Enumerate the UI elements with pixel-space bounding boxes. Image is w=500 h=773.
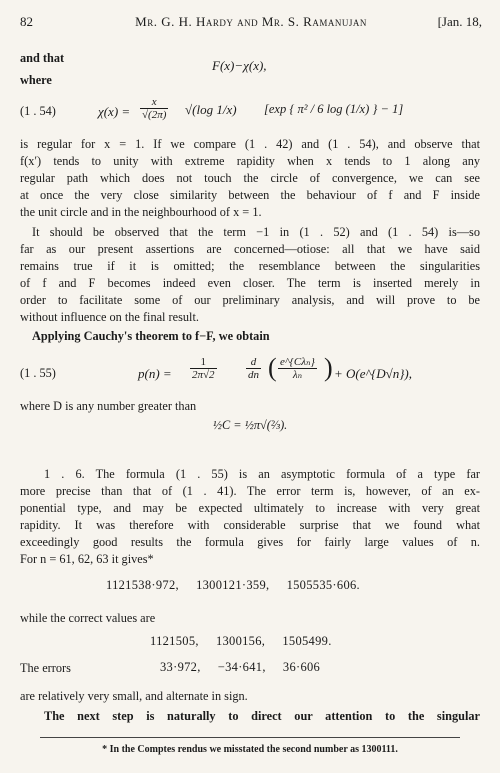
equation-label: (1 . 55) [20,366,56,380]
equation-sqrt: √(log 1/x) [185,102,237,117]
text-line: are relatively very small, and alternate in sign. [20,689,248,703]
text-line: The next step is naturally to direct our attention to the singular [44,709,480,723]
text-line: ponential type, and may be expected ultimately to increase with very great [20,501,480,515]
equation-fraction: $\frac{x}{√(2\pi)}$ [142,96,167,121]
text-line: For n = 61, 62, 63 it gives* [20,552,154,566]
running-head: Mr. G. H. Hardy and Mr. S. Ramanujan [135,14,367,29]
text-line: order to facilitate some of our preliminary analysis, and will prove to be [20,293,480,307]
derivative-fraction: $\frac{d}{dn}$ [248,356,259,381]
values-correct: 1121505, 1300156, 1505499. [150,634,332,648]
text-line: without influence on the final result. [20,310,199,324]
page-header [20,14,482,34]
text-line: while the correct values are [20,611,156,625]
text-line: exceedingly good results the formula gives for fairly large values of n. [20,535,480,549]
text-line: where D is any number greater than [20,399,197,413]
text-line: far as our present assertions are concerned—otiose: all that we have said [20,242,480,256]
text-line: It should be observed that the term −1 in (1 . 52) and (1 . 54) is—so [32,225,480,239]
values-errors: 33·972, −34·641, 36·606 [160,660,321,674]
text-line: the unit circle and in the neighbourhood of x = 1. [20,205,262,219]
page-number: 82 [20,14,33,29]
errors-label: The errors [20,661,71,675]
text-line: of f and F becomes indeed even closer. The term is inserted merely in [20,276,480,290]
header-date: [Jan. 18, [437,14,482,29]
equation-C: ½C = ½π√(⅔). [212,418,288,432]
text-line: at once the very close similarity between the behaviour of f and F inside [20,188,480,202]
equation-exp: [exp { π² / 6 log (1/x) } − 1] [264,102,404,116]
equation-lhs: p(n) = [138,366,172,381]
text-line: more precise than that of (1 . 41). The error term is, however, of an ex- [20,484,480,498]
text-line: Applying Cauchy's theorem to f−F, we obtain [32,329,270,343]
equation-label: (1 . 54) [20,104,56,118]
equation-1-54 [20,94,480,132]
where-text: where [20,73,52,87]
text-line: is regular for x = 1. If we compare (1 . 42) and (1 . 54), and observe that [20,137,480,151]
values-given: 1121538·972, 1300121·359, 1505535·606. [106,578,360,592]
text-line: 1 . 6. The formula (1 . 55) is an asymptotic formula of a type far [44,467,480,481]
equation-1-55: (1 . 55) p(n) = $\frac{1}{2\pi√2}$ $\frac{d}{dn}$ ( e^{Cλₙ} λₙ ) + O(e^{D√n}), [20,353,412,382]
equation-fraction: $\frac{1}{2\pi√2}$ [192,356,215,381]
footnote-rule [40,737,460,738]
formula-F: F(x)−χ(x), [212,58,267,73]
text-line: f(x′) tends to unity with extreme rapidity when x tends to 1 along any [20,154,480,168]
and-that-text: and that [20,51,65,65]
text-line: regular path which does not touch the circle of convergence, we can see [20,171,480,185]
footnote: * In the Comptes rendus we misstated the second number as 1300111. [102,744,398,755]
text-line: rapidity. It was therefore with considerable surprise that we found what [20,518,480,532]
equation-tail: + O(e^{D√n}), [334,366,412,381]
paren-fraction: e^{Cλₙ} λₙ [280,356,315,381]
text-line: remains true if it is omitted; the resemblance between the singularities [20,259,480,273]
equation-lhs: χ(x) = [98,104,131,119]
